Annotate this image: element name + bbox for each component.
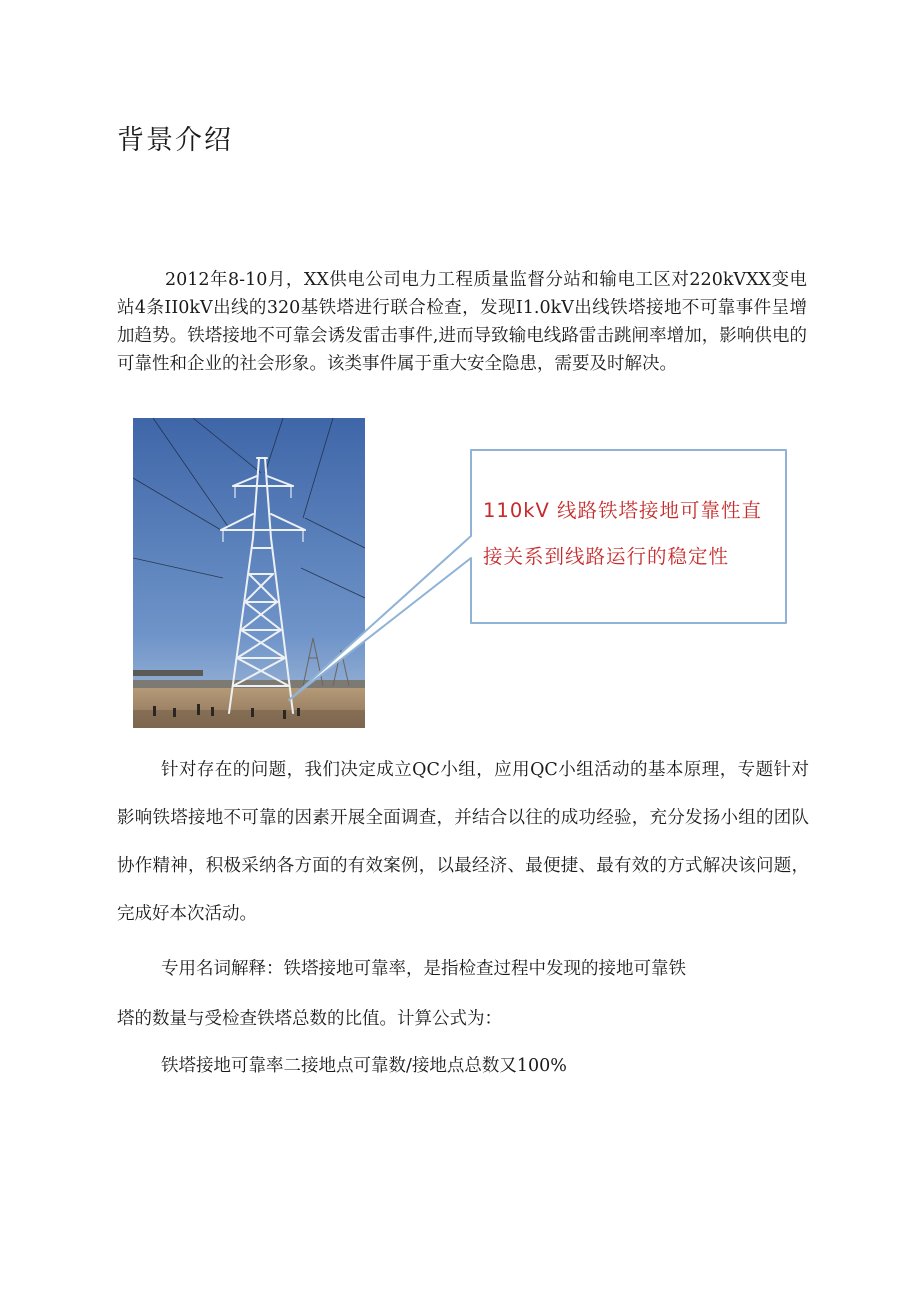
term-definition-paragraph — [117, 944, 807, 1044]
callout-line-1: 110kV 线路铁塔接地可靠性直 — [483, 499, 763, 522]
callout-line-2: 接关系到线路运行的稳定性 — [483, 545, 730, 568]
page-title: 背景介绍 — [117, 125, 233, 156]
term-definition-line-2: 塔的数量与受检查铁塔总数的比值。计算公式为： — [117, 1009, 502, 1029]
formula-text: 铁塔接地可靠率二接地点可靠数/接地点总数又100% — [161, 1056, 567, 1076]
figure-tower-callout — [133, 418, 787, 730]
term-definition-line-1: 专用名词解释：铁塔接地可靠率，是指检查过程中发现的接地可靠铁 — [161, 959, 686, 979]
intro-paragraph: 2012年8-10月，XX供电公司电力工程质量监督分站和输电工区对220kVXX变电站4条II0kV出线的320基铁塔进行联合检查，发现I1.0kV出线铁塔接地不可靠事件呈增加趋势。铁塔接地不可靠会诱发雷击事件,进而导致输电线路雷击跳闸率增加，影响供电的可靠性和企业的社会形象。该类事件属于重大安全隐患，需要及时解决。 — [117, 270, 807, 374]
callout-text — [483, 488, 778, 580]
qc-group-paragraph: 针对存在的问题，我们决定成立QC小组，应用QC小组活动的基本原理，专题针对影响铁塔接地不可靠的因素开展全面调查，并结合以往的成功经验，充分发扬小组的团队协作精神，积极采纳各方面的有效案例，以最经济、最便捷、最有效的方式解决该问题，完成好本次活动。 — [117, 760, 809, 924]
